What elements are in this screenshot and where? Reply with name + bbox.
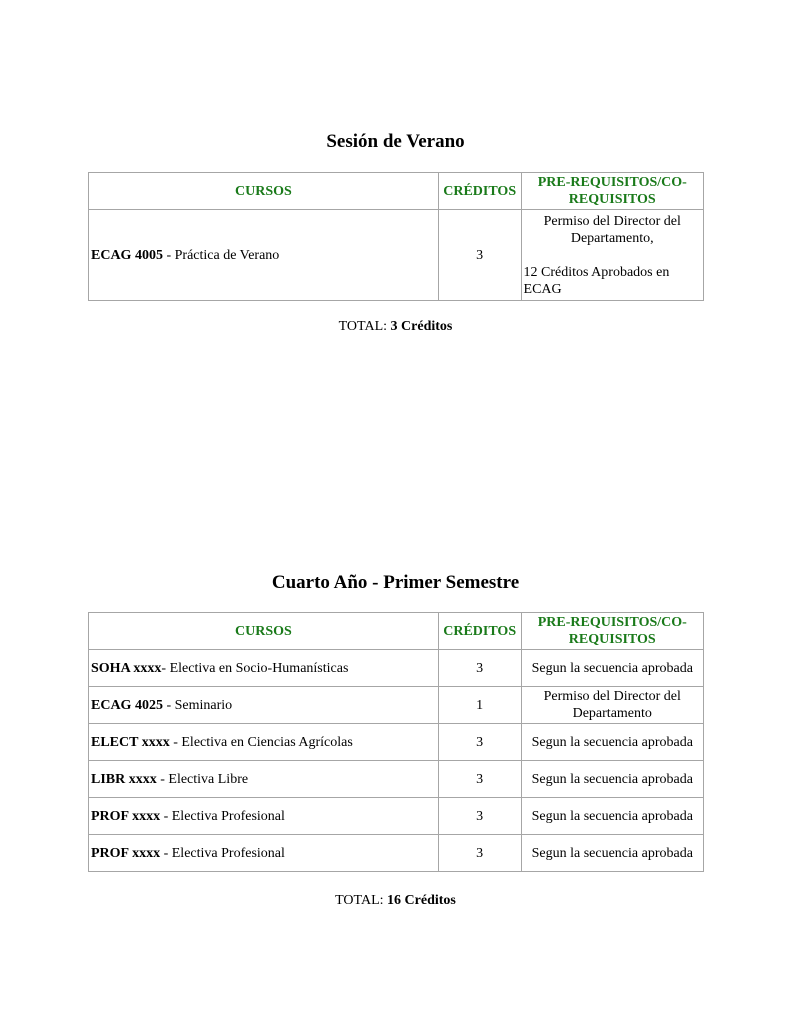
- courses-header: CURSOS: [89, 173, 439, 210]
- prereq-header: PRE-REQUISITOS/CO-REQUISITOS: [521, 613, 703, 650]
- credits-header: CRÉDITOS: [438, 173, 521, 210]
- course-name: - Electiva Profesional: [160, 845, 285, 861]
- fourth-year-courses-table: [88, 612, 704, 872]
- credits-cell: 3: [438, 210, 521, 301]
- fourth-year-total: [0, 893, 791, 909]
- prereq-cell: Permiso del Director del Departamento: [521, 687, 703, 724]
- course-cell: [89, 798, 439, 835]
- credits-header: CRÉDITOS: [438, 613, 521, 650]
- prereq-cell: Segun la secuencia aprobada: [521, 798, 703, 835]
- summer-courses-table: [88, 172, 704, 301]
- table-row: [89, 650, 704, 687]
- prereq-cell: [521, 210, 703, 301]
- course-cell: [89, 687, 439, 724]
- course-code: ECAG 4005: [91, 247, 163, 263]
- total-label: TOTAL:: [335, 893, 388, 908]
- credits-cell: 3: [438, 724, 521, 761]
- prereq-text: 12 Créditos Aprobados en ECAG: [523, 264, 670, 297]
- course-cell: [89, 761, 439, 798]
- total-value: 3 Créditos: [390, 319, 453, 334]
- fourth-year-title: Cuarto Año - Primer Semestre: [271, 572, 520, 593]
- courses-header: CURSOS: [89, 613, 439, 650]
- table-header-row: [89, 613, 704, 650]
- course-code: ELECT xxxx: [91, 734, 170, 750]
- course-cell: [89, 650, 439, 687]
- course-name: - Electiva Libre: [156, 771, 249, 787]
- course-cell: [89, 835, 439, 872]
- prereq-text: Permiso del Director del Departamento,: [543, 213, 681, 246]
- credits-cell: 3: [438, 835, 521, 872]
- course-name: - Seminario: [162, 697, 233, 713]
- course-name: - Electiva en Socio-Humanísticas: [161, 660, 349, 676]
- table-row: [89, 835, 704, 872]
- course-name: - Práctica de Verano: [162, 247, 280, 263]
- prereq-spacer: [524, 247, 701, 264]
- course-name: - Electiva en Ciencias Agrícolas: [169, 734, 353, 750]
- credits-cell: 1: [438, 687, 521, 724]
- course-code: SOHA xxxx: [91, 660, 162, 676]
- course-name: - Electiva Profesional: [160, 808, 285, 824]
- prereq-cell: Segun la secuencia aprobada: [521, 650, 703, 687]
- course-cell: [89, 724, 439, 761]
- table-row: [89, 724, 704, 761]
- course-code: ECAG 4025: [91, 697, 163, 713]
- total-value: 16 Créditos: [387, 893, 456, 908]
- table-header-row: [89, 173, 704, 210]
- course-code: LIBR xxxx: [91, 771, 157, 787]
- table-row: [89, 210, 704, 301]
- prereq-cell: Segun la secuencia aprobada: [521, 761, 703, 798]
- credits-cell: 3: [438, 650, 521, 687]
- credits-cell: 3: [438, 798, 521, 835]
- summer-session-title: Sesión de Verano: [326, 131, 465, 152]
- prereq-cell: Segun la secuencia aprobada: [521, 835, 703, 872]
- course-code: PROF xxxx: [91, 845, 161, 861]
- course-cell: [89, 210, 439, 301]
- credits-cell: 3: [438, 761, 521, 798]
- table-row: [89, 798, 704, 835]
- prereq-header: PRE-REQUISITOS/CO-REQUISITOS: [521, 173, 703, 210]
- table-row: [89, 761, 704, 798]
- total-label: TOTAL:: [338, 319, 391, 334]
- summer-total: [0, 319, 791, 335]
- table-row: [89, 687, 704, 724]
- prereq-cell: Segun la secuencia aprobada: [521, 724, 703, 761]
- course-code: PROF xxxx: [91, 808, 161, 824]
